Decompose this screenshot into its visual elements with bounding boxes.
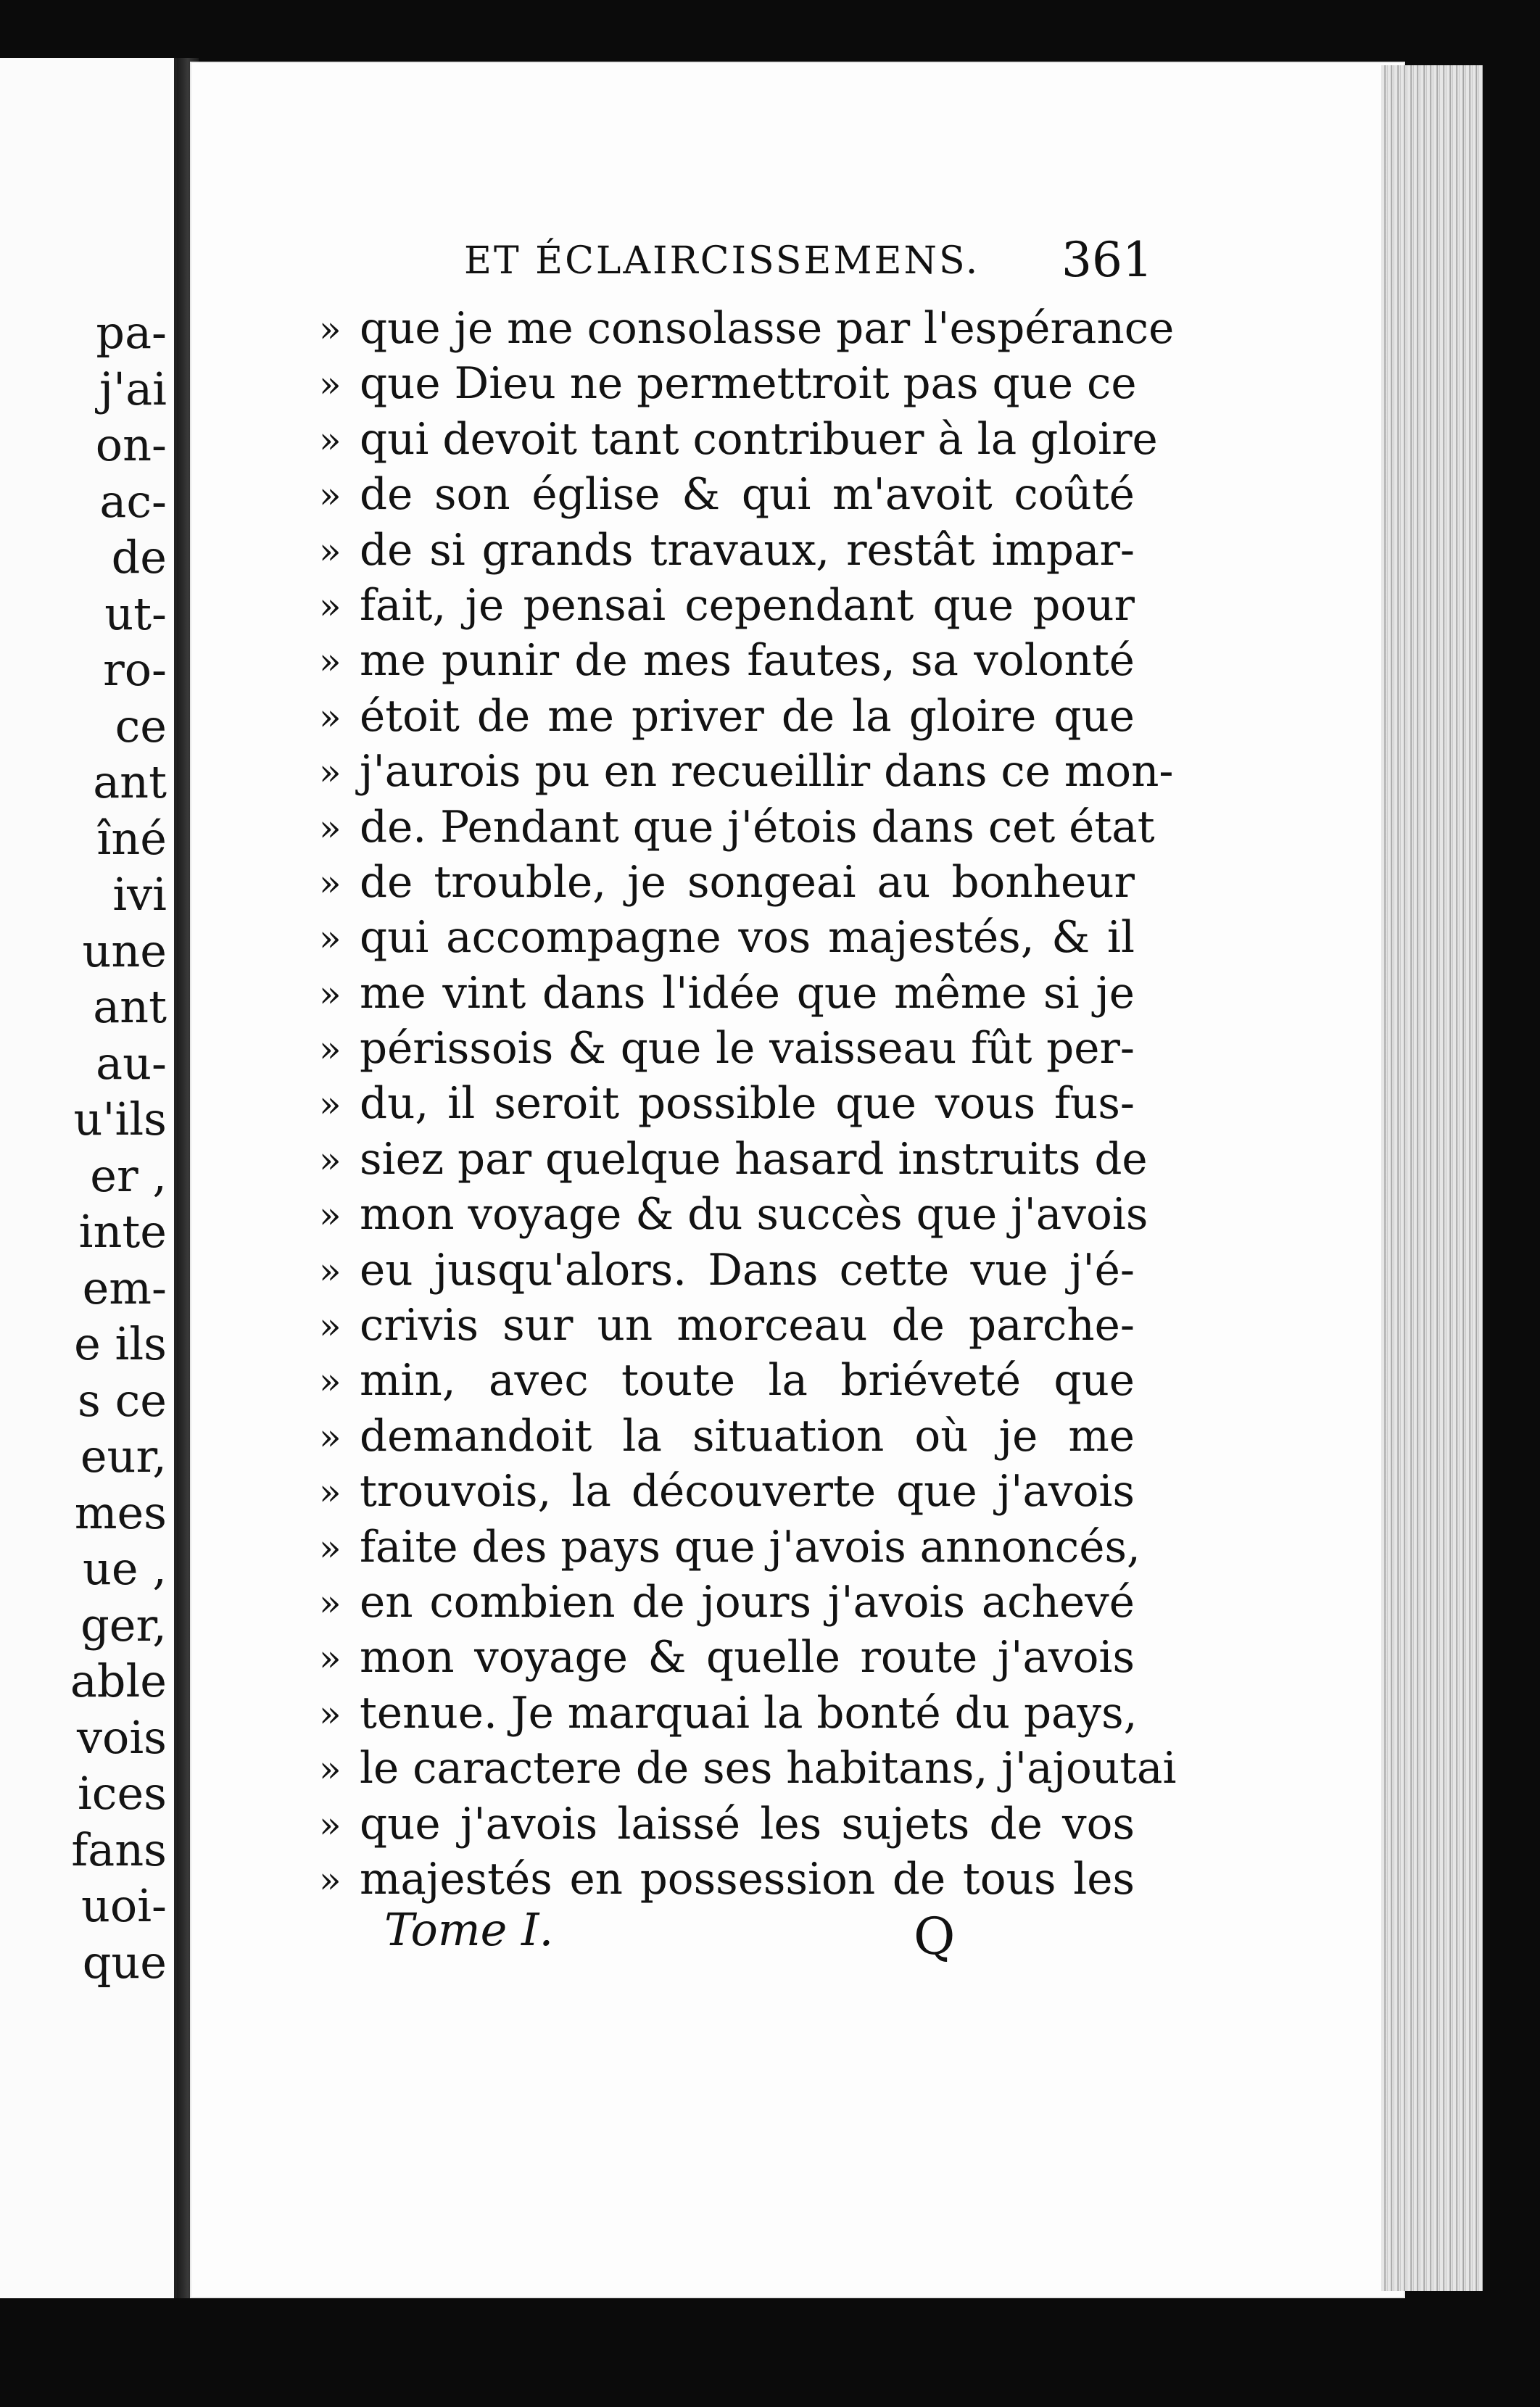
- left-page-line: ant: [93, 980, 167, 1033]
- left-page-line: ices: [77, 1767, 167, 1820]
- line-text: siez par quelque hasard instruits de: [360, 1134, 1148, 1185]
- quote-mark: »: [319, 1360, 341, 1403]
- text-line: [319, 1409, 1135, 1464]
- line-text: crivis sur un morceau de parche-: [360, 1301, 1135, 1351]
- body-text: [319, 302, 1177, 1907]
- quote-mark: »: [319, 806, 341, 849]
- line-text: de son église & qui m'avoit coûté: [360, 470, 1135, 521]
- text-line: [319, 1022, 1135, 1077]
- quote-mark: »: [319, 1138, 341, 1181]
- text-line: [319, 579, 1135, 634]
- left-page-line: ut-: [104, 587, 167, 640]
- line-text: qui accompagne vos majestés, & il: [360, 913, 1135, 964]
- text-line: [319, 1575, 1135, 1631]
- text-line: [319, 1631, 1135, 1686]
- text-line: [319, 689, 1135, 745]
- quote-mark: »: [319, 1803, 341, 1846]
- left-page-line: inte: [78, 1205, 167, 1258]
- line-text: de. Pendant que j'étois dans cet état: [360, 802, 1155, 853]
- line-text: me punir de mes fautes, sa volonté: [360, 636, 1135, 687]
- line-text: mon voyage & quelle route j'avois: [360, 1633, 1135, 1683]
- left-page-line: au-: [96, 1036, 167, 1090]
- line-text: majestés en possession de tous les: [360, 1854, 1135, 1905]
- line-text: min, avec toute la briéveté que: [360, 1356, 1135, 1406]
- signature-mark: Q: [914, 1907, 956, 1966]
- text-line: [319, 1464, 1135, 1520]
- text-line: [319, 1188, 1148, 1243]
- line-text: étoit de me priver de la gloire que: [360, 691, 1135, 742]
- left-page-line: îné: [96, 811, 167, 865]
- quote-mark: »: [319, 1581, 341, 1624]
- left-page-text: [0, 304, 167, 1990]
- text-line: [319, 523, 1135, 579]
- line-text: tenue. Je marquai la bonté du pays,: [360, 1688, 1138, 1739]
- quote-mark: »: [319, 308, 341, 350]
- text-line: [319, 357, 1135, 412]
- left-page-line: ac-: [99, 474, 167, 528]
- quote-mark: »: [319, 474, 341, 517]
- line-text: en combien de jours j'avois achevé: [360, 1577, 1135, 1628]
- quote-mark: »: [319, 1637, 341, 1680]
- line-text: trouvois, la découverte que j'avois: [360, 1467, 1135, 1517]
- text-line: [319, 1520, 1140, 1575]
- left-page-line: s ce: [78, 1373, 167, 1427]
- quote-mark: »: [319, 640, 341, 683]
- left-page-line: ce: [115, 699, 167, 753]
- text-line: [319, 1354, 1135, 1409]
- quote-mark: »: [319, 1083, 341, 1126]
- text-line: [319, 468, 1135, 523]
- left-page-line: vois: [77, 1710, 167, 1764]
- running-head: ET ÉCLAIRCISSEMENS.: [464, 239, 980, 283]
- line-text: qui devoit tant contribuer à la gloire: [360, 414, 1158, 465]
- left-page-line: de: [111, 531, 167, 584]
- left-page-line: er ,: [90, 1148, 167, 1202]
- quote-mark: »: [319, 1692, 341, 1735]
- text-line: [319, 1132, 1148, 1188]
- line-text: que Dieu ne permettroit pas que ce: [360, 359, 1137, 410]
- text-line: [319, 911, 1135, 966]
- left-facing-page: [0, 58, 177, 2298]
- quote-mark: »: [319, 1249, 341, 1292]
- quote-mark: »: [319, 1526, 341, 1569]
- left-page-line: eur,: [80, 1430, 167, 1483]
- volume-label: Tome I.: [384, 1903, 554, 1956]
- text-line: [319, 745, 1174, 800]
- text-line: [319, 413, 1158, 468]
- left-page-line: ger,: [80, 1598, 167, 1652]
- line-text: que j'avois laissé les sujets de vos: [360, 1799, 1135, 1849]
- left-page-line: mes: [74, 1486, 167, 1539]
- line-text: faite des pays que j'avois annoncés,: [360, 1522, 1140, 1573]
- quote-mark: »: [319, 1471, 341, 1514]
- line-text: eu jusqu'alors. Dans cette vue j'é-: [360, 1245, 1135, 1296]
- text-line: [319, 1741, 1177, 1797]
- line-text: de si grands travaux, restât impar-: [360, 525, 1135, 576]
- quote-mark: »: [319, 1858, 341, 1901]
- left-page-line: que: [82, 1935, 167, 1989]
- text-line: [319, 1298, 1135, 1354]
- quote-mark: »: [319, 1305, 341, 1348]
- quote-mark: »: [319, 695, 341, 738]
- quote-mark: »: [319, 751, 341, 794]
- line-text: demandoit la situation où je me: [360, 1411, 1135, 1462]
- quote-mark: »: [319, 1194, 341, 1237]
- quote-mark: »: [319, 418, 341, 461]
- text-line: [319, 1243, 1135, 1298]
- text-line: [319, 1797, 1135, 1852]
- line-text: fait, je pensai cependant que pour: [360, 580, 1135, 631]
- left-page-line: able: [70, 1654, 167, 1707]
- line-text: le caractere de ses habitans, j'ajoutai: [360, 1744, 1177, 1794]
- page-edges: [1381, 65, 1483, 2291]
- left-page-line: pa-: [96, 306, 167, 359]
- line-text: du, il seroit possible que vous fus-: [360, 1079, 1135, 1130]
- text-line: [319, 966, 1135, 1022]
- left-page-line: fans: [71, 1823, 167, 1876]
- left-page-line: ant: [93, 755, 167, 808]
- text-line: [319, 856, 1135, 911]
- text-line: [319, 1686, 1138, 1741]
- text-line: [319, 1852, 1135, 1907]
- line-text: j'aurois pu en recueillir dans ce mon-: [360, 747, 1174, 798]
- text-line: [319, 1077, 1135, 1132]
- left-page-line: ro-: [103, 643, 167, 696]
- text-line: [319, 634, 1135, 689]
- quote-mark: »: [319, 363, 341, 406]
- quote-mark: »: [319, 1028, 341, 1071]
- left-page-line: ue ,: [82, 1542, 167, 1595]
- line-text: de trouble, je songeai au bonheur: [360, 857, 1135, 908]
- left-page-line: e ils: [74, 1317, 167, 1370]
- left-page-line: u'ils: [73, 1093, 167, 1146]
- left-page-line: uoi-: [80, 1879, 167, 1932]
- line-text: périssois & que le vaisseau fût per-: [360, 1024, 1135, 1074]
- left-page-line: em-: [82, 1261, 167, 1314]
- quote-mark: »: [319, 529, 341, 572]
- line-text: que je me consolasse par l'espérance: [360, 304, 1175, 354]
- line-text: mon voyage & du succès que j'avois: [360, 1190, 1148, 1240]
- quote-mark: »: [319, 1415, 341, 1458]
- left-page-line: une: [82, 924, 167, 977]
- left-page-line: on-: [95, 418, 167, 471]
- quote-mark: »: [319, 861, 341, 904]
- text-line: [319, 302, 1175, 357]
- quote-mark: »: [319, 584, 341, 627]
- quote-mark: »: [319, 917, 341, 960]
- left-page-line: ivi: [112, 868, 167, 921]
- quote-mark: »: [319, 972, 341, 1015]
- line-text: me vint dans l'idée que même si je: [360, 968, 1135, 1019]
- left-page-line: j'ai: [99, 362, 167, 415]
- text-line: [319, 800, 1155, 856]
- page-number: 361: [1061, 232, 1153, 288]
- quote-mark: »: [319, 1748, 341, 1791]
